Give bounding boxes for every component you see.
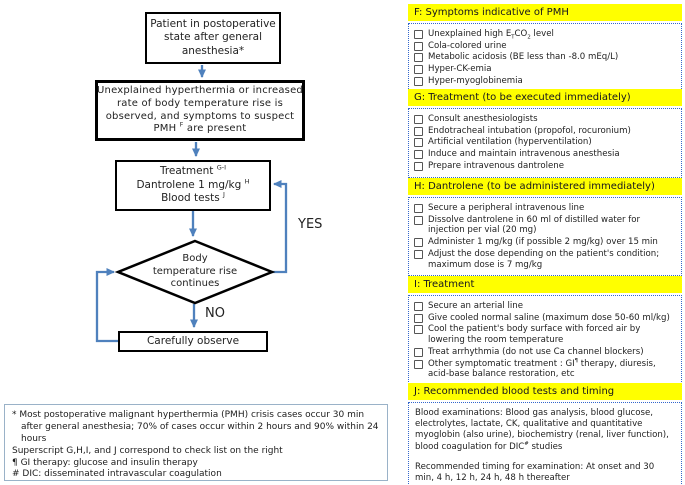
checklist-item — [414, 52, 676, 63]
section-j-header: J: Recommended blood tests and timing — [408, 383, 682, 400]
flow-box-carefully-observe — [118, 331, 268, 352]
section-i-checklist — [408, 295, 682, 386]
checklist-item-label: Administer 1 mg/kg (if possible 2 mg/kg) over 15 min — [428, 237, 658, 248]
checklist-item — [414, 149, 676, 160]
checkbox-icon — [414, 77, 423, 86]
checklist-item — [414, 301, 676, 312]
checklist-item — [414, 313, 676, 324]
checkbox-icon — [414, 204, 423, 213]
checklist-item — [414, 249, 676, 270]
section-g-treatment — [408, 89, 682, 178]
checklist-item-label: Artificial ventilation (hyperventilation) — [428, 137, 592, 148]
checklist-item — [414, 324, 676, 345]
checklist-item-label: Dissolve dantrolene in 60 ml of distilled water for injection per vial (20 mg) — [428, 214, 641, 236]
flow-box-text: Treatment $^{G-I}$ — [159, 163, 227, 178]
checklist-item-label: Adjust the dose depending on the patient's condition; maximum dose is 7 mg/kg — [428, 248, 660, 270]
section-h-header: H: Dantrolene (to be administered immediately) — [408, 178, 682, 195]
section-f-header: F: Symptoms indicative of PMH — [408, 4, 682, 21]
checklist-item-label: Hyper-CK-emia — [428, 64, 492, 75]
checklist-item-label: Other symptomatic treatment : GI¶ therapy, diuresis, acid-base balance restoration, etc — [428, 357, 656, 380]
recommended-timing-text: Recommended timing for examination: At onset and 30 min, 4 h, 12 h, 24 h, 48 h thereafter — [415, 461, 655, 483]
flow-box-text: Patient in postoperative — [150, 17, 276, 30]
checkbox-icon — [414, 302, 423, 311]
flow-box-text: rate of body temperature rise is — [116, 97, 284, 109]
checklist-item-label: Endotracheal intubation (propofol, rocuronium) — [428, 125, 631, 136]
flow-box-text: anesthesia* — [181, 44, 245, 57]
section-f-checklist — [408, 23, 682, 93]
arrow-observe-loop — [97, 272, 118, 341]
checkbox-icon — [414, 42, 423, 51]
checkbox-icon — [414, 325, 423, 334]
checkbox-icon — [414, 348, 423, 357]
flow-box-text: Carefully observe — [146, 334, 240, 347]
checklist-item — [414, 29, 676, 40]
flow-box-text: Dantrolene 1 mg/kg $^H$ — [136, 177, 250, 191]
checklist-item-label: Cool the patient's body surface with forced air by lowering the room temperature — [428, 324, 641, 346]
checklist-item-label: Hyper-myoglobinemia — [428, 75, 523, 86]
checkbox-icon — [414, 162, 423, 171]
checkbox-icon — [414, 65, 423, 74]
decision-text: Body — [182, 253, 208, 264]
footnote-line: ¶ GI therapy: glucose and insulin therapy — [12, 457, 198, 468]
arrow-yes-loop — [271, 184, 286, 272]
checkbox-icon — [414, 314, 423, 323]
checklist-item — [414, 203, 676, 214]
checklist-item — [414, 237, 676, 248]
section-h-checklist — [408, 197, 682, 276]
section-j-body — [408, 402, 682, 485]
checkbox-icon — [414, 250, 423, 259]
footnote-box — [4, 404, 388, 481]
checkbox-icon — [414, 216, 423, 225]
checklist-item-label: Secure a peripheral intravenous line — [428, 203, 585, 213]
section-j-blood-tests — [408, 383, 682, 485]
checklist-item-label: Cola-colored urine — [428, 40, 507, 51]
footnote-line: * Most postoperative malignant hyperthermia (PMH) crisis cases occur 30 min after general anesthesia; 70% of cases occur within 2 hours and 90% within 24 hours — [12, 410, 379, 444]
checklist-item — [414, 161, 676, 172]
checklist-item-label: Secure an arterial line — [428, 301, 523, 311]
section-h-dantrolene — [408, 178, 682, 276]
section-f-symptoms — [408, 4, 682, 93]
checklist-item — [414, 347, 676, 358]
flow-box-treatment — [115, 160, 271, 211]
checklist-item — [414, 64, 676, 75]
checkbox-icon — [414, 360, 423, 369]
footnote-line: # DIC: disseminated intravascular coagulation — [12, 469, 222, 480]
flow-box-text: PMH $^F$ are present — [153, 121, 247, 135]
checklist-item-label: Treat arrhythmia (do not use Ca channel blockers) — [428, 346, 644, 357]
flow-box-text: state after general — [163, 31, 263, 44]
section-g-checklist — [408, 108, 682, 178]
checklist-item-label: Prepare intravenous dantrolene — [428, 160, 565, 171]
checklist-item — [414, 215, 676, 236]
no-branch-label: NO — [205, 306, 225, 321]
footnote-line: Superscript G,H,I, and J correspond to check list on the right — [12, 445, 283, 456]
section-i-treatment — [408, 276, 682, 386]
flow-box-text: observed, and symptoms to suspect — [105, 110, 295, 122]
checklist-item — [414, 76, 676, 87]
checkbox-icon — [414, 53, 423, 62]
checkbox-icon — [414, 238, 423, 247]
checklist-item-label: Metabolic acidosis (BE less than -8.0 mEq/L) — [428, 52, 619, 63]
flow-box-hyperthermia-observed — [95, 80, 305, 141]
checkbox-icon — [414, 127, 423, 136]
checklist-item — [414, 359, 676, 380]
checklist-item-label: Induce and maintain intravenous anesthesia — [428, 149, 620, 160]
checklist-item-label: Unexplained high $E_TCO_2$ level — [428, 29, 554, 41]
decision-text: temperature rise — [152, 265, 238, 277]
checkbox-icon — [414, 150, 423, 159]
flow-box-text: Blood tests $^J$ — [161, 190, 225, 205]
checklist-item — [414, 126, 676, 137]
checklist-item-label: Consult anesthesiologists — [428, 114, 538, 124]
yes-branch-label: YES — [298, 217, 323, 232]
flow-box-text: Unexplained hyperthermia or increased — [97, 84, 303, 96]
checklist-item-label: Give cooled normal saline (maximum dose 50-60 ml/kg) — [428, 312, 670, 323]
checkbox-icon — [414, 138, 423, 147]
checkbox-icon — [414, 30, 423, 39]
decision-text: continues — [170, 278, 220, 289]
checkbox-icon — [414, 115, 423, 124]
section-g-header: G: Treatment (to be executed immediately) — [408, 89, 682, 106]
blood-examinations-text: Blood examinations: Blood gas analysis, blood glucose, electrolytes, lactate, CK, qualitative and quantitative myoglobin (also urine), biochemistry (renal, liver function), blood coagulation for DIC# studies — [415, 408, 669, 452]
section-i-header: I: Treatment — [408, 276, 682, 293]
checklist-item — [414, 41, 676, 52]
checklist-item — [414, 137, 676, 148]
decision-diamond-label — [128, 253, 262, 291]
checklist-item — [414, 114, 676, 125]
flow-box-postoperative-state — [145, 12, 281, 64]
